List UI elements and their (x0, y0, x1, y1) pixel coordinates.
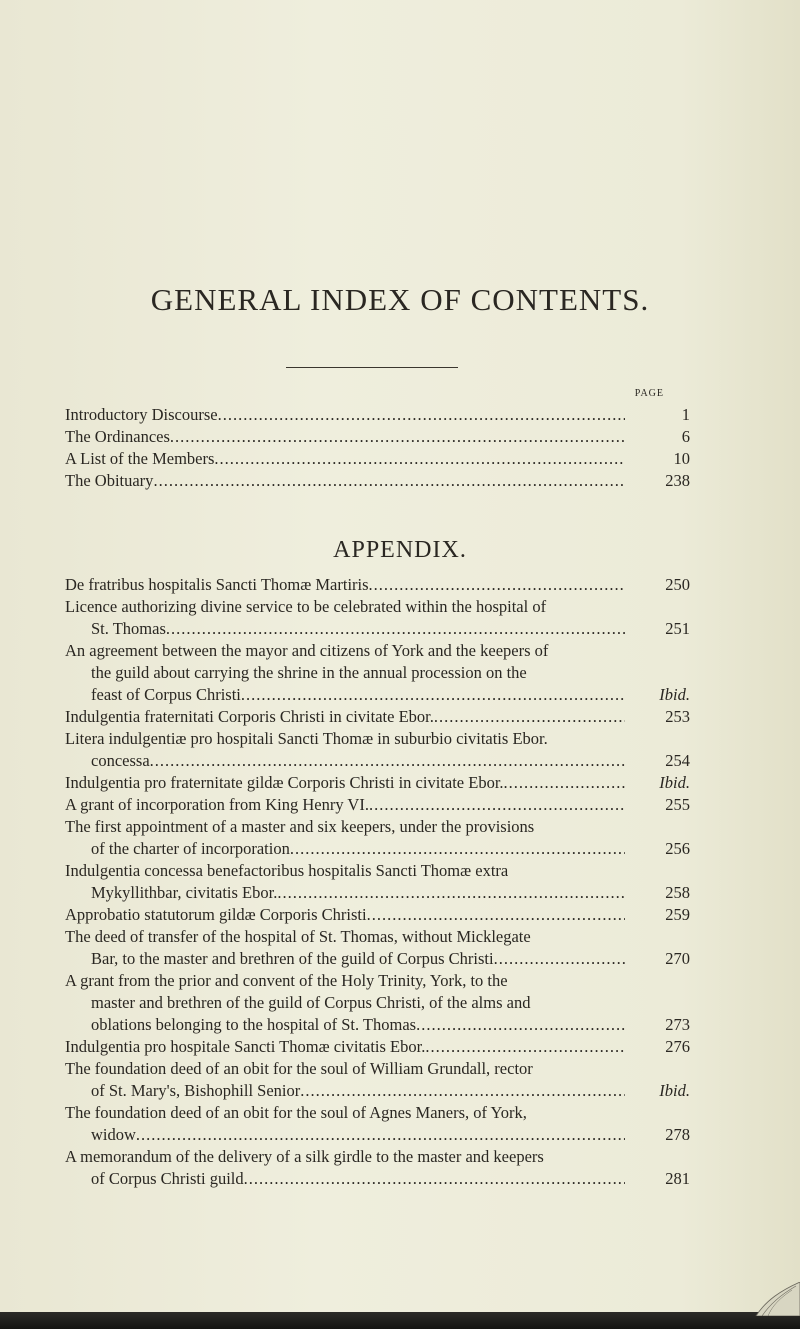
dot-leader (153, 470, 625, 492)
appendix-entry-text: A grant from the prior and convent of the Holy Trinity, York, to the (65, 971, 508, 990)
appendix-entry (65, 1102, 690, 1146)
appendix-entry-text: Indulgentia concessa benefactoribus hospitalis Sancti Thomæ extra (65, 861, 509, 880)
appendix-entry-text: Bar, to the master and brethren of the guild of Corpus Christi (91, 949, 494, 968)
appendix-entry-text: of St. Mary's, Bishophill Senior (91, 1081, 301, 1100)
appendix-entry-text: Indulgentia fraternitati Corporis Christi in civitate Ebor. (65, 707, 434, 726)
appendix-heading: APPENDIX. (333, 537, 467, 563)
scan-edge-shadow (0, 1312, 800, 1329)
dot-leader (214, 448, 625, 470)
appendix-entry-text: the guild about carrying the shrine in the annual procession on the (91, 663, 527, 682)
appendix-entry (65, 596, 690, 640)
appendix-entry-text: A grant of incorporation from King Henry VI. (65, 795, 369, 814)
dot-leader (494, 948, 625, 970)
appendix-page-number: 278 (665, 1125, 690, 1144)
appendix-page-number: Ibid. (659, 1081, 690, 1100)
dot-leader (367, 904, 625, 926)
dot-leader (244, 1168, 625, 1190)
appendix-entry-text: De fratribus hospitalis Sancti Thomæ Martiris (65, 575, 369, 594)
appendix-page-number: 255 (665, 795, 690, 814)
appendix-entry-text: Indulgentia pro fraternitate gildæ Corporis Christi in civitate Ebor. (65, 773, 504, 792)
contents-entry (65, 426, 690, 448)
appendix-page-number: 259 (665, 905, 690, 924)
appendix-entry (65, 1146, 690, 1190)
contents-page-number: 10 (673, 449, 690, 468)
appendix-entry-text: A memorandum of the delivery of a silk girdle to the master and keepers (65, 1147, 544, 1166)
appendix-page-number: 254 (665, 751, 690, 770)
appendix-page-number: 270 (665, 949, 690, 968)
appendix-entry (65, 816, 690, 860)
main-contents-list (65, 404, 690, 492)
appendix-entry-text: The first appointment of a master and six keepers, under the provisions (65, 817, 535, 836)
appendix-entry (65, 1058, 690, 1102)
page-title: GENERAL INDEX OF CONTENTS. (150, 282, 650, 317)
appendix-entry (65, 904, 690, 926)
dot-leader (241, 684, 625, 706)
appendix-page-number: 251 (665, 619, 690, 638)
appendix-entry-text: feast of Corpus Christi (91, 685, 241, 704)
appendix-entry (65, 1036, 690, 1058)
dot-leader (369, 574, 625, 596)
appendix-entry (65, 772, 690, 794)
dot-leader (277, 882, 625, 904)
contents-entry-text: Introductory Discourse (65, 405, 218, 424)
appendix-entry (65, 640, 690, 706)
appendix-entry-text: Mykyllithbar, civitatis Ebor. (91, 883, 278, 902)
dot-leader (218, 404, 625, 426)
appendix-entry-text: master and brethren of the guild of Corpus Christi, of the alms and (91, 993, 531, 1012)
page-corner-curl (752, 1282, 800, 1316)
contents-entry (65, 470, 690, 492)
appendix-page-number: 273 (665, 1015, 690, 1034)
appendix-entry (65, 574, 690, 596)
appendix-entry (65, 706, 690, 728)
dot-leader (369, 794, 625, 816)
appendix-entry (65, 794, 690, 816)
appendix-page-number: 256 (665, 839, 690, 858)
dot-leader (416, 1014, 625, 1036)
page-column-header: PAGE (634, 388, 664, 399)
dot-leader (504, 772, 625, 794)
appendix-entry-text: concessa (91, 751, 150, 770)
contents-page-number: 6 (681, 427, 690, 446)
dot-leader (170, 426, 625, 448)
contents-page-number: 238 (665, 471, 690, 490)
dot-leader (290, 838, 625, 860)
appendix-entry-text: Litera indulgentiæ pro hospitali Sancti Thomæ in suburbio civitatis Ebor. (65, 729, 548, 748)
dot-leader (425, 1036, 625, 1058)
appendix-page-number: 281 (665, 1169, 690, 1188)
contents-page-number: 1 (681, 405, 690, 424)
dot-leader (166, 618, 625, 640)
appendix-page-number: Ibid. (659, 685, 690, 704)
appendix-entry-text: Approbatio statutorum gildæ Corporis Christi (65, 905, 367, 924)
title-rule (286, 367, 458, 368)
appendix-entry-text: oblations belonging to the hospital of St. Thomas (91, 1015, 417, 1034)
appendix-entry (65, 860, 690, 904)
dot-leader (300, 1080, 625, 1102)
dot-leader (150, 750, 625, 772)
contents-entry (65, 448, 690, 470)
appendix-contents-list (65, 574, 690, 1190)
contents-entry-text: The Obituary (65, 471, 154, 490)
appendix-page-number: 250 (665, 575, 690, 594)
appendix-entry (65, 926, 690, 970)
appendix-entry-text: widow (91, 1125, 136, 1144)
dot-leader (434, 706, 625, 728)
appendix-entry-text: The foundation deed of an obit for the soul of William Grundall, rector (65, 1059, 533, 1078)
appendix-page-number: Ibid. (659, 773, 690, 792)
contents-entry-text: The Ordinances (65, 427, 170, 446)
appendix-entry-text: of the charter of incorporation (91, 839, 290, 858)
appendix-page-number: 253 (665, 707, 690, 726)
appendix-entry-text: Indulgentia pro hospitale Sancti Thomæ civitatis Ebor. (65, 1037, 426, 1056)
appendix-entry-text: An agreement between the mayor and citizens of York and the keepers of (65, 641, 549, 660)
appendix-entry-text: of Corpus Christi guild (91, 1169, 244, 1188)
appendix-page-number: 276 (665, 1037, 690, 1056)
appendix-entry-text: The deed of transfer of the hospital of St. Thomas, without Micklegate (65, 927, 531, 946)
contents-entry (65, 404, 690, 426)
appendix-entry (65, 728, 690, 772)
contents-entry-text: A List of the Members (65, 449, 215, 468)
appendix-entry-text: St. Thomas (91, 619, 166, 638)
appendix-entry-text: The foundation deed of an obit for the soul of Agnes Maners, of York, (65, 1103, 527, 1122)
appendix-page-number: 258 (665, 883, 690, 902)
appendix-entry-text: Licence authorizing divine service to be celebrated within the hospital of (65, 597, 547, 616)
dot-leader (136, 1124, 625, 1146)
appendix-entry (65, 970, 690, 1036)
